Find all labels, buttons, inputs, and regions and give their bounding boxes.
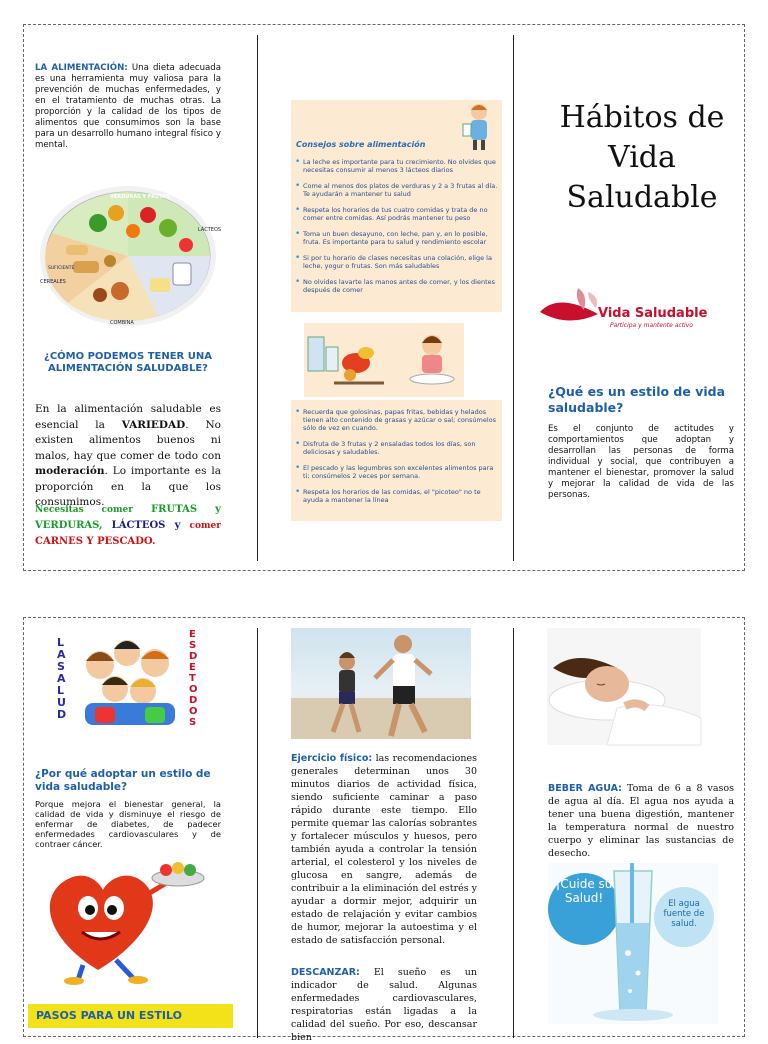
tip-item: • Disfruta de 3 frutas y 2 ensaladas todos los días, son deliciosas y saludables. [293, 440, 498, 456]
food-plate-image [38, 183, 222, 328]
answer-moderacion: moderación [35, 465, 105, 477]
tips-bottom-list [293, 408, 498, 512]
alimentacion-paragraph [35, 63, 221, 151]
heart-mascot-illustration [38, 860, 206, 985]
cover-title-line1: Hábitos de [559, 100, 725, 135]
answer-part2: . No existen alimentos buenos ni malos, hay que comer de todo con [35, 418, 221, 462]
variedad-paragraph [35, 402, 221, 511]
tips-bottom-card [291, 400, 502, 521]
plate-label-left2: SUFICIENTE [48, 266, 75, 271]
tip-item: • Toma un buen desayuno, con leche, pan y, en lo posible, fruta. Es importante para tu salud y rendimiento escolar [293, 230, 498, 246]
pasos-banner-text: PASOS PARA UN ESTILO [36, 1009, 182, 1022]
fold-line-right [513, 628, 514, 1038]
consejos-card [291, 100, 502, 312]
ejercicio-text: las recomendaciones generales determinan unos 30 minutos diarios de actividad física, siendo suficiente caminar a paso rápido durante este tiempo. Ello permite quemar las calorías sobrantes y fortalecer músculos y huesos, pero también ayuda a controlar la tensión arterial, el colesterol y los niveles de glucosa en sangre, además de contribuir a la eliminación del estrés y ayudar a dormir mejor, adquirir un estado de relajación y evitar cambios de humor, mejorar la autoestima y el estado de satisfacción personal. [291, 753, 478, 946]
pasos-banner [28, 1004, 233, 1028]
descanzar-text: El sueño es un indicador de salud. Algunas enfermedades cardiovasculares, respiratorias están ligadas a la calidad del sueño. Por eso, descansar bien [291, 967, 477, 1043]
y-text: y [174, 520, 181, 531]
kids-health-illustration [55, 629, 205, 729]
tip-item: • Respeta los horarios de las comidas, el "picoteo" no te ayuda a mantener la línea [293, 488, 498, 504]
tip-item: • Come al menos dos platos de verduras y 2 a 3 frutas al día. Te ayudarán a mantener tu salud [293, 182, 498, 198]
fold-line-left [257, 35, 258, 561]
tip-item: • Si por tu horario de clases necesitas una colación, elige la leche, yogur o frutas. Son más saludables [293, 254, 498, 270]
lacteos-text: LÁCTEOS [111, 520, 166, 531]
como-title: ¿CÓMO PODEMOS TENER UNA ALIMENTACIÓN SALUDABLE? [44, 351, 212, 374]
cuide-text: ¡Cuide su Salud! [555, 877, 613, 905]
tip-item: • Recuerda que golosinas, papas fritas, bebidas y helados tienen alto contenido de grasas y azúcar o sal; consúmelos sólo de vez en cuando. [293, 408, 498, 432]
answer-part3: . Lo importante es la proporción en la que los consumimos. [35, 465, 221, 508]
kids-eating-illustration [304, 323, 464, 397]
logo-tagline: Participa y mantente activo [610, 322, 693, 329]
plate-label-bottom: COMBINA [110, 320, 134, 326]
el-agua-text: El agua fuente de salud. [663, 899, 705, 929]
logo-name: Vida Saludable [598, 306, 708, 321]
carnes-text: CARNES Y PESCADO. [35, 536, 156, 547]
sleeping-woman-photo [547, 628, 701, 745]
kids-right-vertical-text: ES DE TODOS [189, 629, 198, 728]
frutas-text: FRUTAS y [151, 504, 221, 515]
plate-label-right: LÁCTEOS [198, 227, 222, 233]
vida-saludable-logo [538, 284, 733, 334]
beber-title: BEBER AGUA: [548, 783, 622, 794]
tip-item: • No olvides lavarte las manos antes de comer, y los dientes después de comer [293, 278, 498, 294]
cover-title [537, 98, 747, 218]
alimentacion-text: Una dieta adecuada es una herramienta muy valiosa para la prevención de muchas enfermedades, y en el tratamiento de muchas otras. La proporción y la calidad de los tipos de alimentos que consumimos son la base para un desarrollo humano integral físico y mental. [35, 63, 222, 150]
answer-part1: En la alimentación saludable es esencial la [35, 403, 221, 431]
por-que-text: Porque mejora el bienestar general, la calidad de vida y disminuye el riesgo de enfermar de diabetes, de padecer enfermedades cardiovasculares y de contraer cáncer. [35, 799, 221, 849]
answer-variedad: VARIEDAD [121, 418, 186, 431]
ejercicio-title: Ejercicio físico: [291, 753, 373, 764]
plate-label-top: VERDURAS Y FRUTAS [110, 194, 170, 200]
cover-title-line2: Vida [608, 140, 676, 175]
runners-photo [291, 628, 471, 739]
que-es-title: ¿Qué es un estilo de vida saludable? [548, 384, 726, 415]
tip-item: • Respeta los horarios de tus cuatro comidas y trata de no comer entre comidas. Así podrás mantener tu peso [293, 206, 498, 222]
descanzar-paragraph [291, 966, 477, 1043]
beber-paragraph [548, 782, 734, 860]
verduras-text: VERDURAS, [35, 520, 103, 531]
consejos-title: Consejos sobre alimentación [296, 140, 426, 149]
girl-drinking-milk-icon [459, 102, 499, 150]
descanzar-title: DESCANZAR: [291, 967, 360, 978]
necesitas-paragraph [35, 502, 221, 549]
leaf-logo-icon [538, 284, 604, 334]
comer-text: comer [189, 521, 222, 531]
por-que-title: ¿Por qué adoptar un estilo de vida saludable? [35, 768, 211, 793]
alimentacion-title: LA ALIMENTACIÓN: [35, 63, 128, 73]
plate-label-left: CEREALES [40, 279, 66, 285]
fold-line-right [513, 35, 514, 561]
tip-item: • El pescado y las legumbres son excelentes alimentos para ti; consúmelos 2 veces por semana. [293, 464, 498, 480]
que-es-text: Es el conjunto de actitudes y comportamientos que adoptan y desarrollan las personas de forma individual y social, que contribuyen a mantener el bienestar, promover la salud y mejorar la calidad de vida de las personas. [548, 424, 734, 500]
tip-item: • La leche es importante para tu crecimiento. No olvides que necesitas consumir al menos 3 lácteos diarios [293, 158, 498, 174]
ejercicio-paragraph [291, 752, 477, 947]
necesitas-text: Necesitas comer [35, 505, 133, 515]
kids-left-vertical-text: LA SALUD [57, 636, 67, 721]
beber-text: Toma de 6 a 8 vasos de agua al día. El agua nos ayuda a tener una buena digestión, mantener la temperatura normal de nuestro cuerpo y eliminar las sustancias de desecho. [548, 783, 735, 859]
cover-title-line3: Saludable [566, 180, 718, 215]
fold-line-left [257, 628, 258, 1038]
tips-top-list [293, 158, 498, 302]
water-glass-illustration [548, 863, 718, 1024]
